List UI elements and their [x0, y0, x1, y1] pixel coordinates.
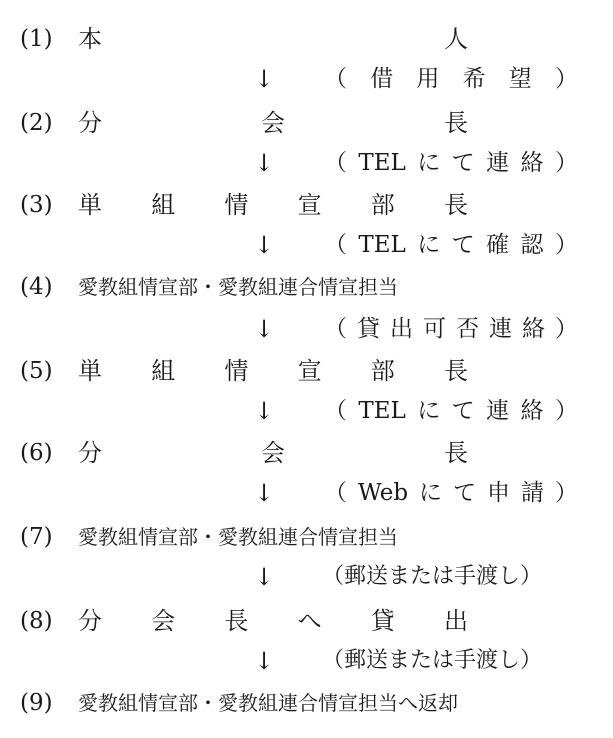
- step-number: (1): [20, 26, 53, 52]
- transition-note: （ TEL に て 連 絡 ）: [324, 398, 578, 424]
- down-arrow-icon: ↓: [254, 149, 275, 177]
- transition-note: （ 借 用 希 望 ）: [324, 66, 578, 92]
- down-arrow-icon: ↓: [254, 65, 275, 93]
- step-number: (6): [20, 440, 53, 466]
- step-label: 分 会 長 へ 貸 出: [78, 607, 468, 635]
- step-label: 分 会 長: [78, 439, 468, 467]
- transition-note: （郵送または手渡し）: [322, 564, 543, 589]
- down-arrow-icon: ↓: [254, 479, 275, 507]
- step-number: (5): [20, 358, 53, 384]
- step-label: 本 人: [78, 25, 468, 53]
- step-number: (7): [20, 524, 53, 550]
- transition-note: （ Web に て 申 請 ）: [324, 480, 578, 506]
- down-arrow-icon: ↓: [254, 397, 275, 425]
- step-label: 愛教組情宣部・愛教組連合情宣担当: [78, 275, 398, 299]
- step-number: (2): [20, 110, 53, 136]
- step-label: 愛教組情宣部・愛教組連合情宣担当: [78, 525, 398, 549]
- step-label: 分 会 長: [78, 109, 468, 137]
- step-label: 単 組 情 宣 部 長: [78, 191, 468, 219]
- step-number: (4): [20, 274, 53, 300]
- down-arrow-icon: ↓: [254, 231, 275, 259]
- step-number: (9): [20, 690, 53, 716]
- down-arrow-icon: ↓: [254, 647, 275, 675]
- transition-note: （ 貸 出 可 否 連 絡 ）: [324, 316, 578, 342]
- down-arrow-icon: ↓: [254, 315, 275, 343]
- down-arrow-icon: ↓: [254, 563, 275, 591]
- transition-note: （ TEL に て 連 絡 ）: [324, 150, 578, 176]
- step-label: 単 組 情 宣 部 長: [78, 357, 468, 385]
- step-number: (3): [20, 192, 53, 218]
- transition-note: （郵送または手渡し）: [322, 648, 543, 673]
- step-label: 愛教組情宣部・愛教組連合情宣担当へ返却: [78, 691, 458, 715]
- step-number: (8): [20, 608, 53, 634]
- transition-note: （ TEL に て 確 認 ）: [324, 232, 578, 258]
